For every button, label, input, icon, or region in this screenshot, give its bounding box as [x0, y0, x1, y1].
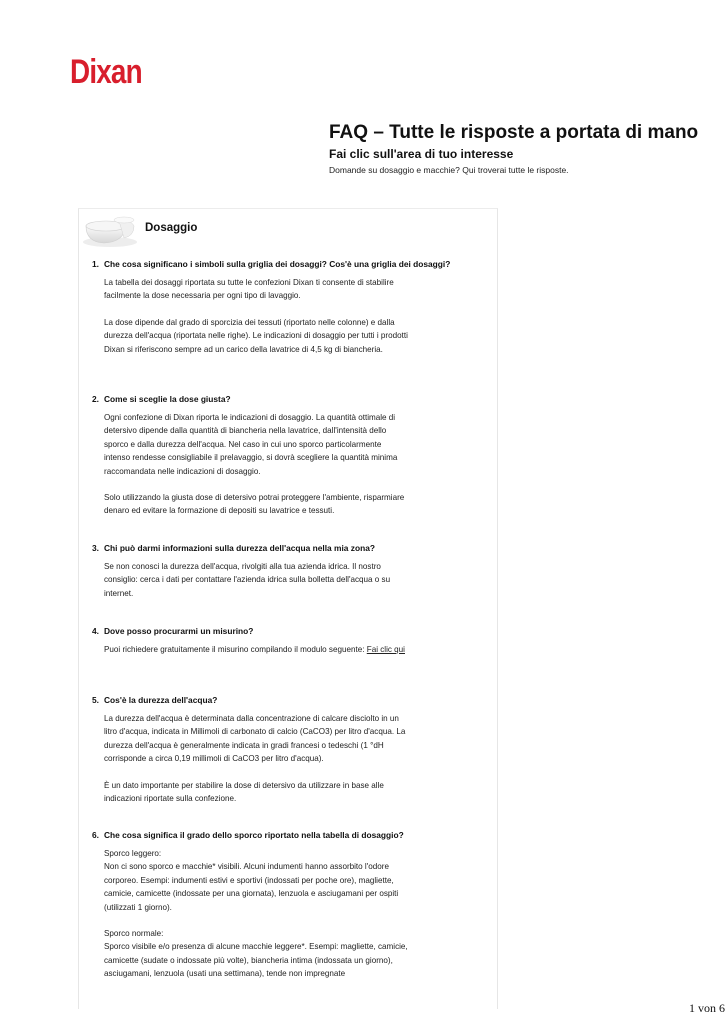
faq-answer: Sporco leggero: Non ci sono sporco e macchie* visibili. Alcuni indumenti hanno assorbito l'odore corporeo. Esempi: indumenti estivi e sportivi (indossati per poche ore), magliette, camicie, camicette (indossate per una giornata), lenzuola e asciugamani per ospiti (utilizzati 1 giorno). Sporco normale: Sporco visibile e/o presenza di alcune macchie leggere*. Esempi: magliette, camicie, camicette (sudate o indossate più volte), biancheria intima (indossata un giorno), asciugamani, lenzuola (usati una settimana), tende non impregnate	[104, 849, 408, 979]
faq-question: 6. Che cosa significa il grado dello sporco riportato nella tabella di dosaggio?	[92, 830, 404, 840]
faq-answer: Puoi richiedere gratuitamente il misurino compilando il modulo seguente: Fai clic qui	[104, 645, 405, 654]
faq-question: 2. Come si sceglie la dose giusta?	[92, 394, 231, 404]
faq-item-1	[92, 259, 451, 356]
page-title: FAQ – Tutte le risposte a portata di mano	[329, 122, 699, 143]
faq-item-3	[92, 543, 422, 600]
page-counter: 1 von 6	[689, 1001, 725, 1015]
faq-question: 4. Dove posso procurarmi un misurino?	[92, 626, 254, 636]
faq-answer: La tabella dei dosaggi riportata su tutte le confezioni Dixan ti consente di stabilire facilmente la dose necessaria per ogni tipo di lavaggio. La dose dipende dal grado di sporcizia dei tessuti (riportato nelle colonne) e dalla durezza dell'acqua (riportata nelle righe). Le indicazioni di dosaggio per tutti i prodotti Dixan si riferiscono sempre ad un carico della lavatrice di 4,5 kg di biancheria.	[104, 278, 408, 354]
faq-answer: La durezza dell'acqua è determinata dalla concentrazione di calcare disciolto in un litro d'acqua, indicata in Millimoli di carbonato di calcio (CaCO3) per litro d'acqua. La durezza dell'acqua è generalmente indicata in gradi francesi o tedeschi (1 °dH corrisponde a circa 0,19 millimoli di CaCO3 per litro d'acqua). È un dato importante per stabilire la dose di detersivo da utilizzare in base alle indicazioni riportate sulla confezione.	[104, 714, 406, 804]
page-subtitle: Fai clic sull'area di tuo interesse	[329, 147, 514, 161]
faq-answer: Ogni confezione di Dixan riporta le indicazioni di dosaggio. La quantità ottimale di detersivo dipende dalla quantità di biancheria nella lavatrice, dall'intensità dello sporco e dalla durezza dell'acqua. Nel caso in cui uno sporco particolarmente intenso rendesse consigliabile il prelavaggio, si dovrà scegliere la quantità minima raccomandata nelle indicazioni di dosaggio. Solo utilizzando la giusta dose di detersivo potrai proteggere l'ambiente, risparmiare denaro ed evitare la formazione di depositi su lavatrice e tessuti.	[104, 413, 405, 516]
section-title-dosaggio: Dosaggio	[145, 222, 198, 234]
faq-answer: Se non conosci la durezza dell'acqua, rivolgiti alla tua azienda idrica. Il nostro consiglio: cerca i dati per contattare l'azienda idrica sulla bolletta dell'acqua o su internet.	[104, 562, 391, 598]
faq-item-6	[92, 830, 422, 981]
faq-question: 5. Cos'è la durezza dell'acqua?	[92, 695, 218, 705]
faq-item-4	[92, 626, 422, 656]
faq-item-5	[92, 695, 422, 805]
page-header	[329, 122, 725, 176]
faq-question: 3. Chi può darmi informazioni sulla durezza dell'acqua nella mia zona?	[92, 543, 375, 553]
detergent-dose-cup-icon	[80, 212, 138, 248]
faq-item-2	[92, 394, 422, 518]
dixan-logo: Dixan	[70, 53, 142, 91]
page-description: Domande su dosaggio e macchie? Qui troverai tutte le risposte.	[329, 165, 569, 175]
request-measuring-cup-link[interactable]: Fai clic qui	[366, 645, 405, 654]
faq-question: 1. Che cosa significano i simboli sulla griglia dei dosaggi? Cos'è una griglia dei dosaggi?	[92, 259, 451, 269]
